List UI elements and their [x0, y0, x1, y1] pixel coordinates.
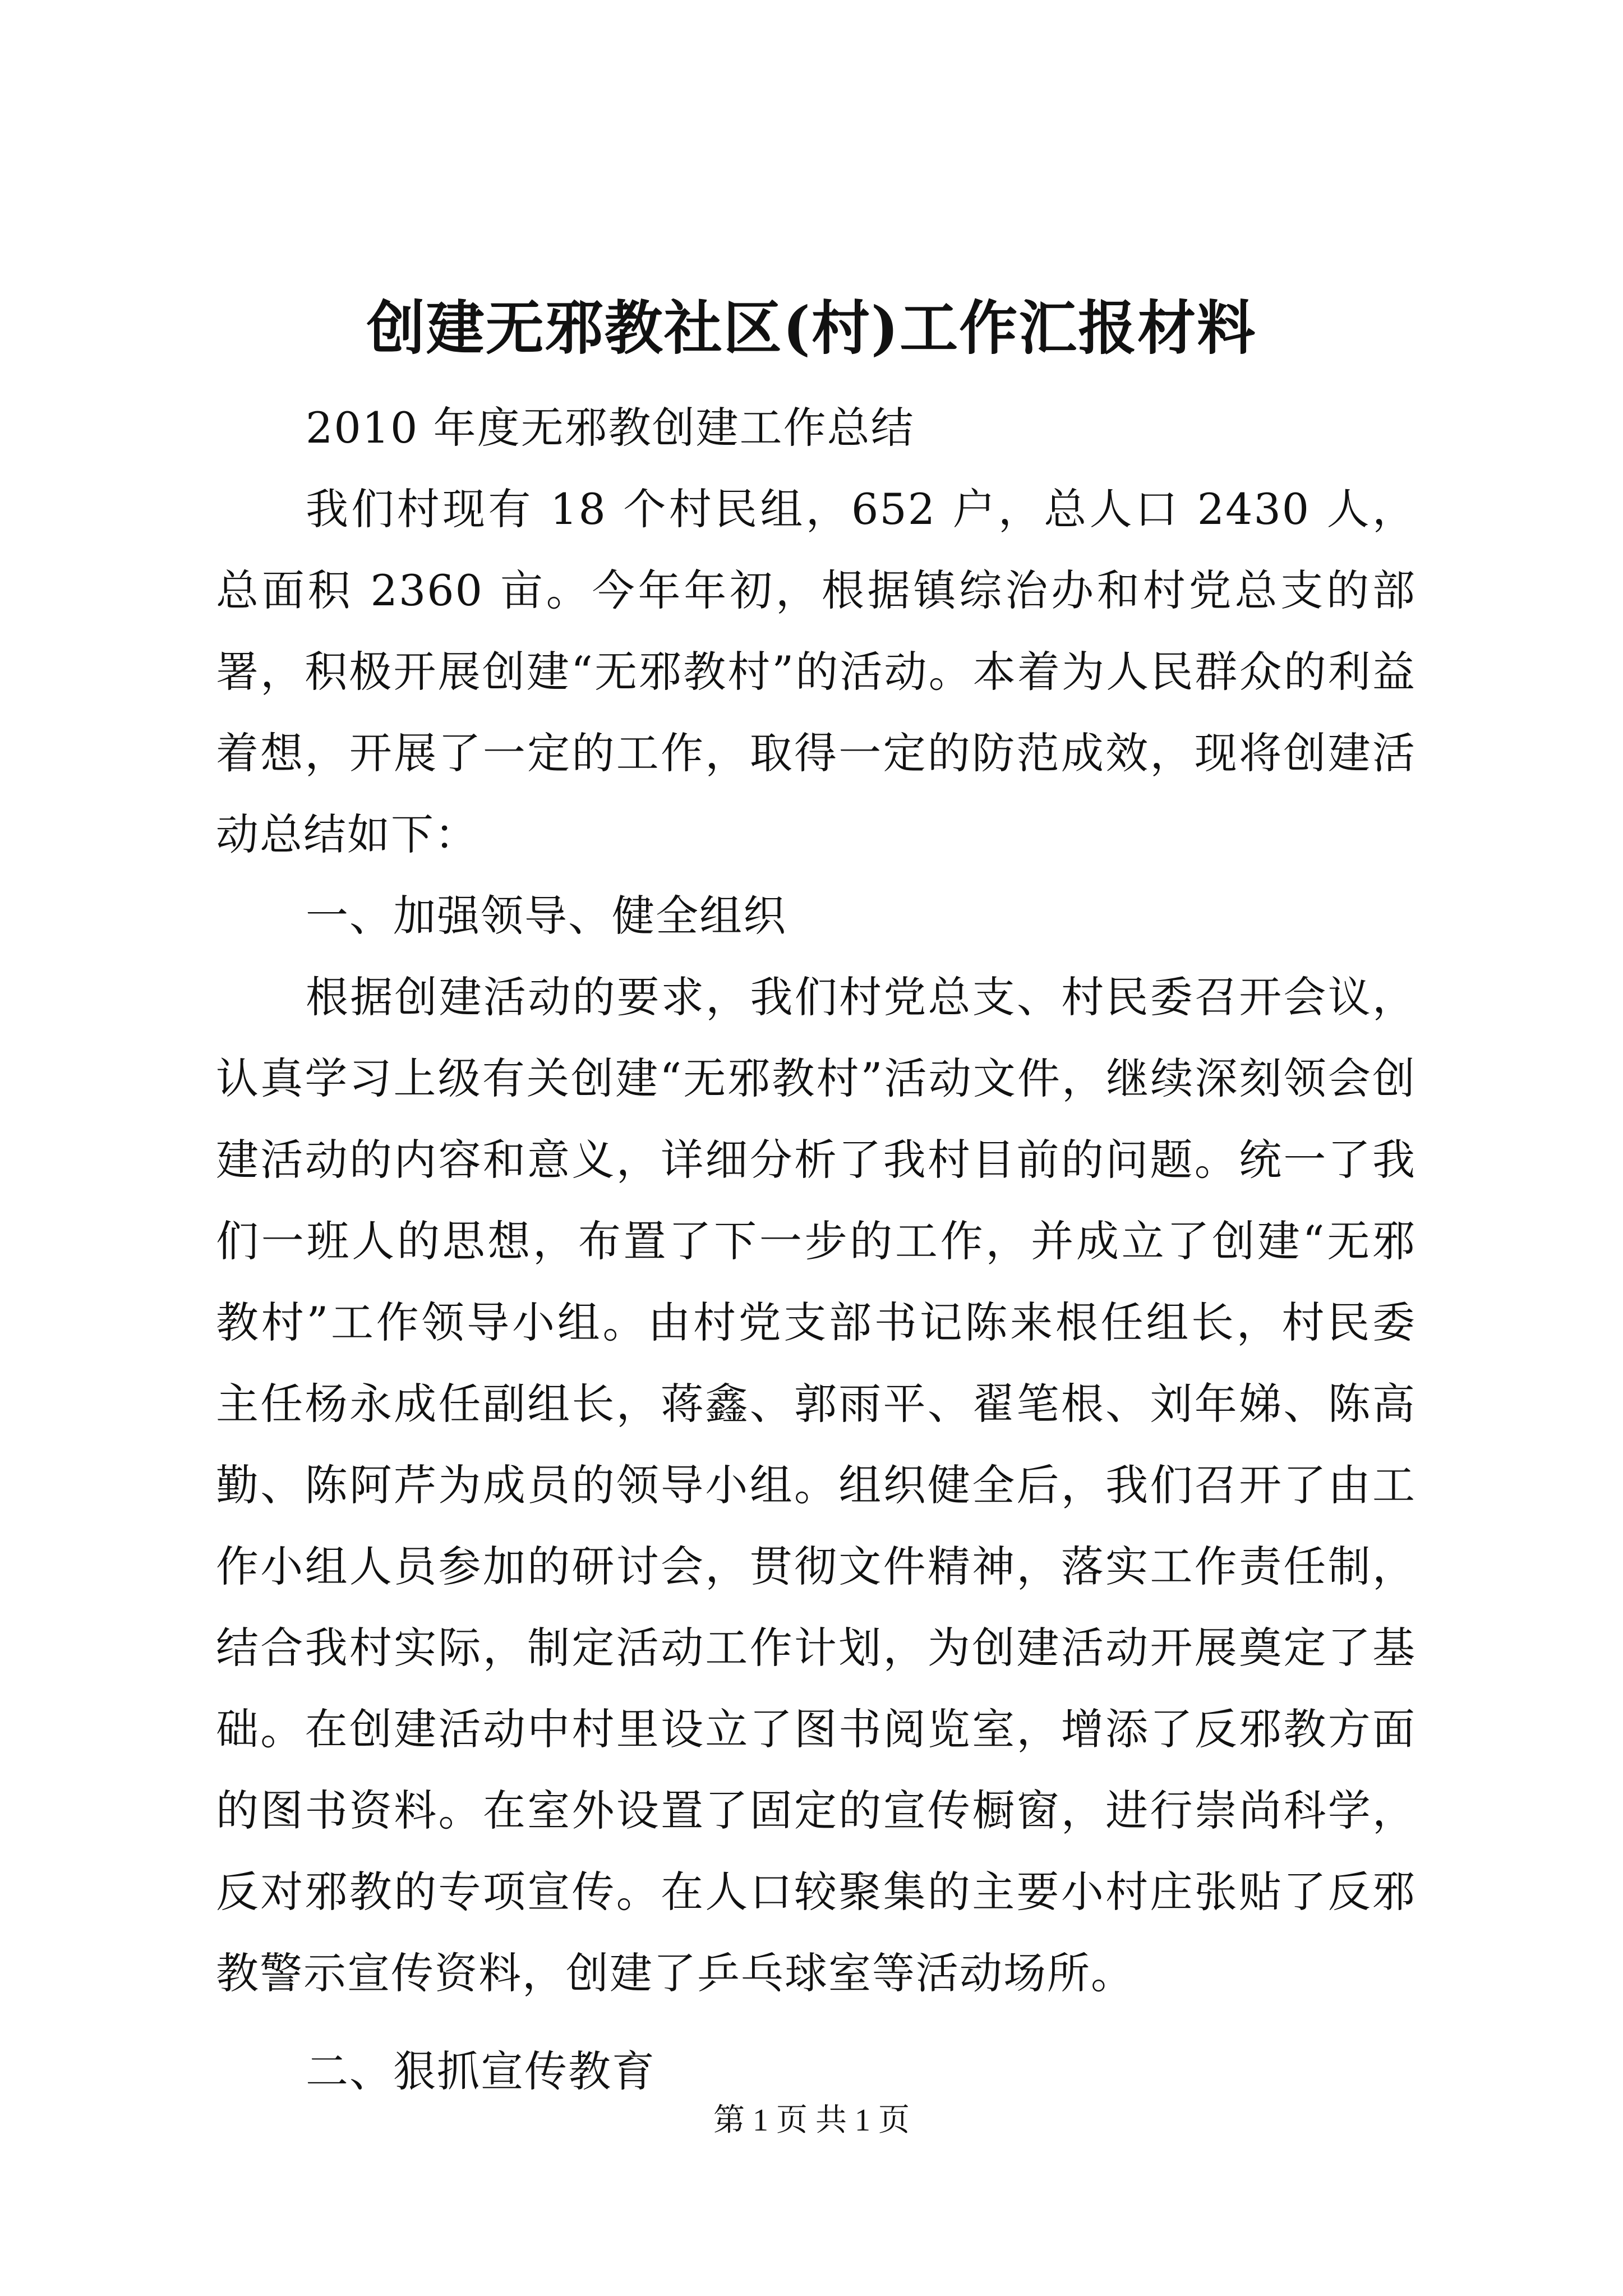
document-title: 创建无邪教社区(村)工作汇报材料	[366, 293, 1257, 362]
document-body	[216, 387, 1416, 2112]
intro-paragraph: 我们村现有 18 个村民组，652 户，总人口 2430 人，总面积 2360 亩。今年年初，根据镇综治办和村党总支的部署，积极开展创建“无邪教村”的活动。本着为人民群众的利益着想，开展了一定的工作，取得一定的防范成效，现将创建活动总结如下：	[216, 484, 1416, 859]
section-1-paragraph: 根据创建活动的要求，我们村党总支、村民委召开会议，认真学习上级有关创建“无邪教村”活动文件，继续深刻领会创建活动的内容和意义，详细分析了我村目前的问题。统一了我们一班人的思想，布置了下一步的工作，并成立了创建“无邪教村”工作领导小组。由村党支部书记陈来根任组长，村民委主任杨永成任副组长，蒋鑫、郭雨平、翟笔根、刘年娣、陈高勤、陈阿芹为成员的领导小组。组织健全后，我们召开了由工作小组人员参加的研讨会，贯彻文件精神，落实工作责任制，结合我村实际，制定活动工作计划，为创建活动开展奠定了基础。在创建活动中村里设立了图书阅览室，增添了反邪教方面的图书资料。在室外设置了固定的宣传橱窗，进行崇尚科学，反对邪教的专项宣传。在人口较聚集的主要小村庄张贴了反邪教警示宣传资料，创建了乒乓球室等活动场所。	[216, 972, 1416, 1998]
report-subtitle: 2010 年度无邪教创建工作总结	[306, 403, 915, 453]
section-heading-2: 二、狠抓宣传教育	[306, 2046, 656, 2096]
page-footer: 第 1 页 共 1 页	[713, 2103, 910, 2138]
section-heading-1: 一、加强领导、健全组织	[306, 891, 787, 941]
